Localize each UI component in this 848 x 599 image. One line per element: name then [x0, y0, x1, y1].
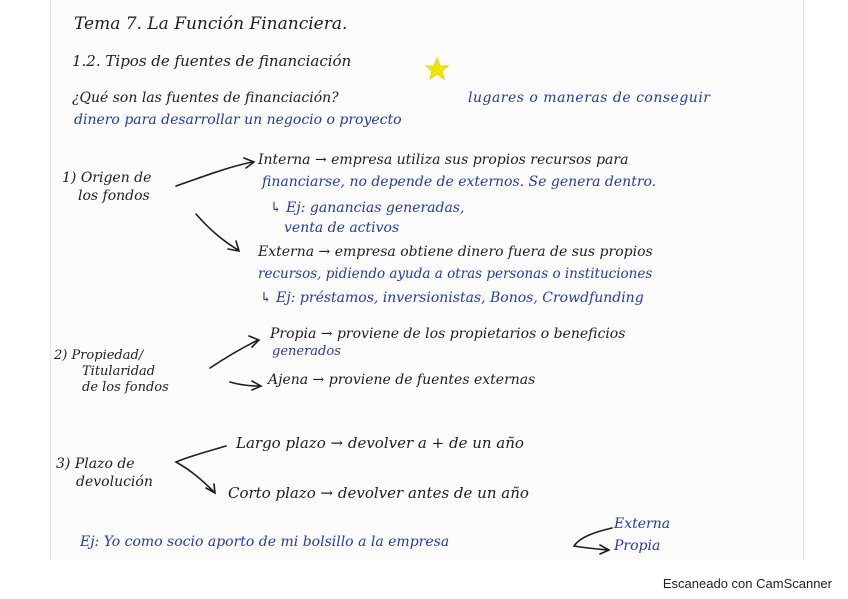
internal-example-2: venta de activos — [284, 220, 400, 236]
example-option-external: Externa — [614, 516, 671, 532]
origin-arrow-up — [176, 158, 254, 186]
example-option-own: Propia — [614, 538, 661, 554]
term-bracket — [176, 446, 226, 493]
origin-label-1: 1) Origen de — [62, 170, 152, 186]
term-label-2: devolución — [76, 474, 153, 490]
short-term-line: Corto plazo → devolver antes de un año — [228, 484, 529, 502]
origin-label-2: los fondos — [78, 188, 150, 204]
term-label-1: 3) Plazo de — [56, 456, 135, 472]
watermark-text: Escaneado con CamScanner — [662, 576, 832, 591]
answer-line-2: dinero para desarrollar un negocio o proyecto — [74, 112, 402, 128]
ownership-arrow-down — [230, 381, 261, 390]
example-bracket — [574, 528, 612, 554]
question-text: ¿Qué son las fuentes de financiación? — [72, 90, 339, 106]
origin-arrow-down — [196, 214, 239, 251]
internal-line-1: Interna → empresa utiliza sus propios recursos para — [258, 152, 629, 168]
answer-line-1: lugares o maneras de conseguir — [468, 90, 711, 106]
external-line-1: Externa → empresa obtiene dinero fuera de sus propios — [258, 244, 653, 260]
internal-example-1: ↳ Ej: ganancias generadas, — [270, 200, 465, 216]
page-title: Tema 7. La Función Financiera. — [74, 14, 348, 34]
external-line-2: recursos, pidiendo ayuda a otras personas o instituciones — [258, 266, 653, 282]
long-term-line: Largo plazo → devolver a + de un año — [236, 434, 524, 452]
own-line-1: Propia → proviene de los propietarios o beneficios — [270, 326, 626, 342]
external-example: ↳ Ej: préstamos, inversionistas, Bonos, Crowdfunding — [260, 290, 644, 306]
example-text: Ej: Yo como socio aporto de mi bolsillo a la empresa — [80, 534, 450, 550]
ownership-label-2: Titularidad — [82, 364, 156, 379]
section-heading: 1.2. Tipos de fuentes de financiación — [72, 52, 352, 70]
foreign-line: Ajena → proviene de fuentes externas — [268, 372, 536, 388]
ownership-label-3: de los fondos — [82, 380, 169, 395]
own-line-2: generados — [272, 344, 341, 359]
internal-line-2: financiarse, no depende de externos. Se genera dentro. — [262, 174, 657, 190]
ownership-arrow-up — [210, 336, 259, 368]
star-icon — [426, 58, 448, 79]
ownership-label-1: 2) Propiedad/ — [54, 348, 144, 363]
